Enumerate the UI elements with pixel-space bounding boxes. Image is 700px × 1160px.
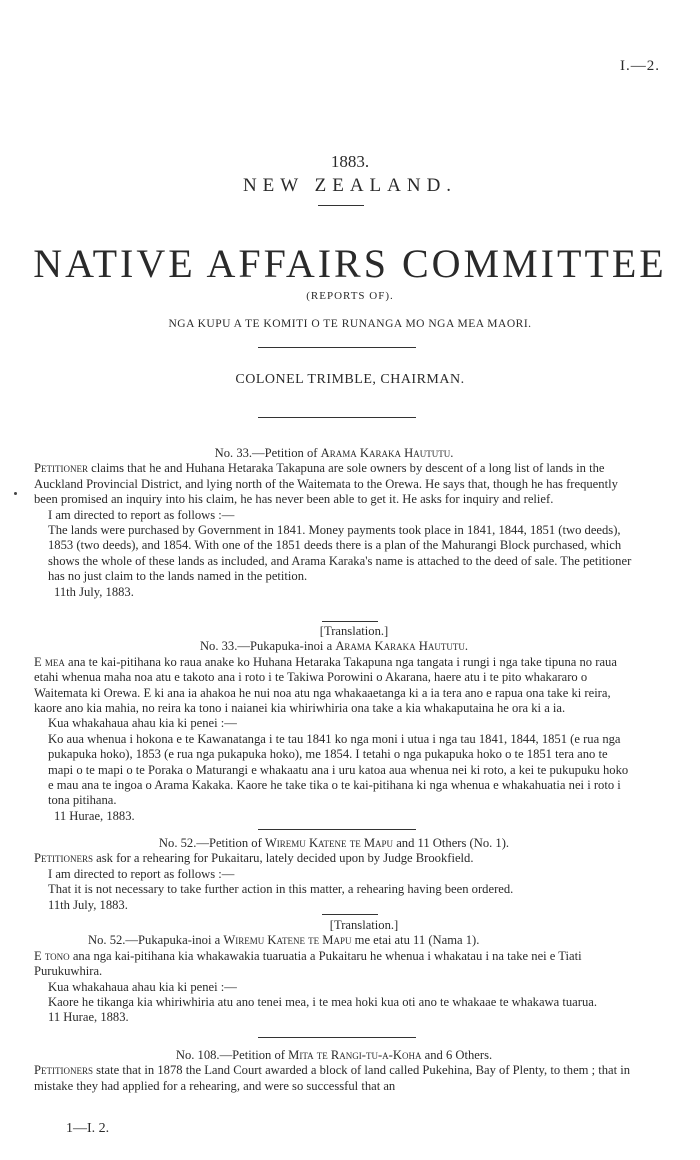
- report-subtitle: (REPORTS OF).: [306, 290, 394, 302]
- directed-line: Kua whakahaua ahau kia ki penei :—: [48, 716, 237, 731]
- country: NEW ZEALAND.: [242, 175, 458, 196]
- maori-title: NGA KUPU A TE KOMITI O TE RUNANGA MO NGA MEA MAORI.: [168, 318, 532, 330]
- petition-heading: No. 108.—Petition of Mita te Rangi-tu-a-Koha and 6 Others.: [175, 1048, 493, 1062]
- committee-report: Kaore he tikanga kia whiriwhiria atu ano tenei mea, i te mea hoki kua oti ano te whakaae te whakawa tuarua.: [48, 995, 598, 1010]
- petition-heading: No. 52.—Petition of Wiremu Katene te Mapu and 11 Others (No. 1).: [158, 836, 510, 850]
- report-date: 11 Hurae, 1883.: [54, 808, 135, 823]
- translation-33: [34, 624, 634, 824]
- translation-body: E mea ana te kai-pitihana ko raua anake ko Huhana Hetaraka Takapuna nga tangata i rungi i nga take tipuna no raua etahi whenua maha noa atu e takoto ana i roto i te Takiwa Porowini o Akarana, haere atu i te pito whakararo o Waitemata ki Orewa. E ki ana ia ahakoa he nui noa atu nga whakaaetanga ki a ia tera ano e rapua ona take ki reira, kaore ano kia mahia, no reira ka tono i naianei kia whiriwhiria ona take a kia whakaputaina he ora ki a ia.: [34, 654, 617, 716]
- chairman: COLONEL TRIMBLE, CHAIRMAN.: [235, 372, 465, 387]
- directed-line: Kua whakahaua ahau kia ki penei :—: [48, 979, 237, 994]
- divider: [322, 621, 378, 622]
- report-date: 11th July, 1883.: [54, 584, 134, 599]
- committee-report: The lands were purchased by Government in 1841. Money payments took place in 1841, 1844, 1851 (two deeds), 1853 (two deeds), and 1854. With one of the 1851 deeds there is a plan of the Mahurangi Block purchased, which shows the whole of these lands as included, and Arama Karaka's name is attached to the deed of sale. The petitioner has no just claim to the lands named in the petition.: [48, 523, 632, 584]
- divider: [258, 829, 416, 830]
- translation-heading: No. 52.—Pukapuka-inoi a Wiremu Katene te Mapu me etai atu 11 (Nama 1).: [88, 933, 480, 948]
- petition-body: Petitioner claims that he and Huhana Hetaraka Takapuna are sole owners by descent of a long list of lands in the Auckland Provincial District, and lying north of the Waitemata to the Orewa. He says that, though he has frequently been promised an inquiry into his claim, he has never been able to get it. He asks for inquiry and relief.: [34, 461, 618, 507]
- report-title: NATIVE AFFAIRS COMMITTEE: [33, 241, 667, 286]
- divider: [258, 347, 416, 348]
- petition-body: Petitioners ask for a rehearing for Pukaitaru, lately decided upon by Judge Brookfield.: [34, 851, 474, 866]
- divider: [258, 1037, 416, 1038]
- translation-body: E tono ana nga kai-pitihana kia whakawakia tuaruatia a Pukaitaru he whenua i whakatau i na take nei e Tiati Purukuwhira.: [34, 948, 582, 979]
- translation-heading: No. 33.—Pukapuka-inoi a Arama Karaka Haututu.: [199, 639, 469, 654]
- petition-108: [34, 1048, 634, 1094]
- petition-52: [34, 836, 634, 913]
- page-number: I.—2.: [620, 58, 660, 74]
- report-date: 11th July, 1883.: [48, 897, 128, 912]
- divider: [258, 417, 416, 418]
- translation-label: [Translation.]: [319, 624, 389, 638]
- petition-heading: No. 33.—Petition of Arama Karaka Haututu.: [214, 446, 454, 460]
- committee-report: That it is not necessary to take further action in this matter, a rehearing having been ordered.: [48, 882, 514, 897]
- petition-33: [34, 446, 634, 600]
- signature-mark: 1—I. 2.: [66, 1121, 110, 1136]
- translation-label: [Translation.]: [329, 918, 399, 932]
- report-date: 11 Hurae, 1883.: [48, 1010, 129, 1025]
- divider: [318, 205, 364, 206]
- committee-report: Ko aua whenua i hokona e te Kawanatanga i te tau 1841 ko nga moni i utua i nga tau 1841, 1844, 1851 (e rua nga pukapuka hoko), 1853 (e rua nga pukapuka hoko), me 1854. I tetahi o nga pukapuka hoko o te 1851 tera ano te mapi o te mapi o te Poraka o Maturangi e whakaatu ana i uru katoa aua whenua nei ki roto, a kei te pukupuku hoko e mau ana te ingoa o Arama Kakaka. Kaore he take tika o te kai-pitihana ki nga whenua e whakahuatia nei i roto i tona pitihana.: [48, 731, 629, 808]
- margin-mark: [14, 492, 17, 495]
- year: 1883.: [330, 152, 370, 171]
- directed-line: I am directed to report as follows :—: [48, 866, 235, 881]
- directed-line: I am directed to report as follows :—: [48, 507, 235, 522]
- divider: [322, 914, 378, 915]
- petition-body: Petitioners state that in 1878 the Land Court awarded a block of land called Pukehina, Bay of Plenty, to them ; that in mistake they had applied for a rehearing, and were so successful that an: [34, 1063, 631, 1093]
- translation-52: [34, 918, 634, 1026]
